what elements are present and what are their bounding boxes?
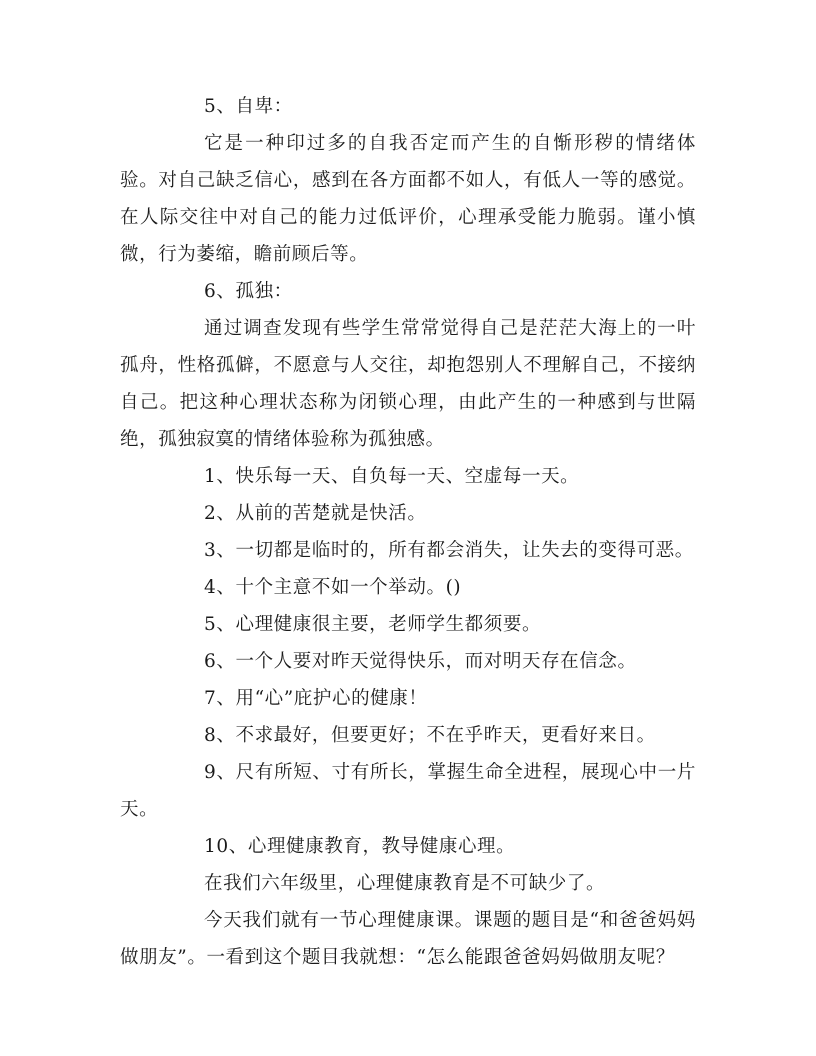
slogan-1: 1、快乐每一天、自负每一天、空虚每一天。 — [204, 466, 580, 487]
heading-inferiority: 5、自卑： — [204, 96, 293, 117]
slogan-6: 6、一个人要对昨天觉得快乐，而对明天存在信念。 — [204, 651, 637, 672]
slogan-3: 3、一切都是临时的，所有都会消失，让失去的变得可恶。 — [204, 540, 694, 561]
slogan-7: 7、用“心”庇护心的健康！ — [204, 688, 428, 709]
heading-loneliness: 6、孤独： — [204, 281, 293, 302]
paragraph-today-class: 今天我们就有一节心理健康课。课题的题目是“和爸爸妈妈做朋友”。一看到这个题目我就想：“怎么能跟爸爸妈妈做朋友呢？ — [120, 910, 696, 968]
paragraph-loneliness: 通过调查发现有些学生常常觉得自己是茫茫大海上的一叶孤舟，性格孤僻，不愿意与人交往，却抱怨别人不理解自己，不接纳自己。把这种心理状态称为闭锁心理，由此产生的一种感到与世隔绝，孤独寂寞的情绪体验称为孤独感。 — [120, 318, 696, 450]
slogan-8: 8、不求最好，但要更好；不在乎昨天，更看好来日。 — [204, 725, 656, 746]
slogan-5: 5、心理健康很主要，老师学生都须要。 — [204, 614, 542, 635]
paragraph-inferiority: 它是一种印过多的自我否定而产生的自惭形秽的情绪体验。对自己缺乏信心，感到在各方面都不如人，有低人一等的感觉。在人际交往中对自己的能力过低评价，心理承受能力脆弱。谨小慎微，行为萎缩，瞻前顾后等。 — [120, 133, 696, 265]
slogan-2: 2、从前的苦楚就是快活。 — [204, 503, 427, 524]
slogan-4: 4、十个主意不如一个举动。() — [204, 577, 462, 598]
slogan-10: 10、心理健康教育，教导健康心理。 — [204, 836, 516, 857]
paragraph-sixth-grade: 在我们六年级里，心理健康教育是不可缺少了。 — [204, 873, 606, 894]
slogan-9: 9、尺有所短、寸有所长，掌握生命全进程，展现心中一片天。 — [120, 762, 696, 820]
document-body — [120, 88, 696, 976]
